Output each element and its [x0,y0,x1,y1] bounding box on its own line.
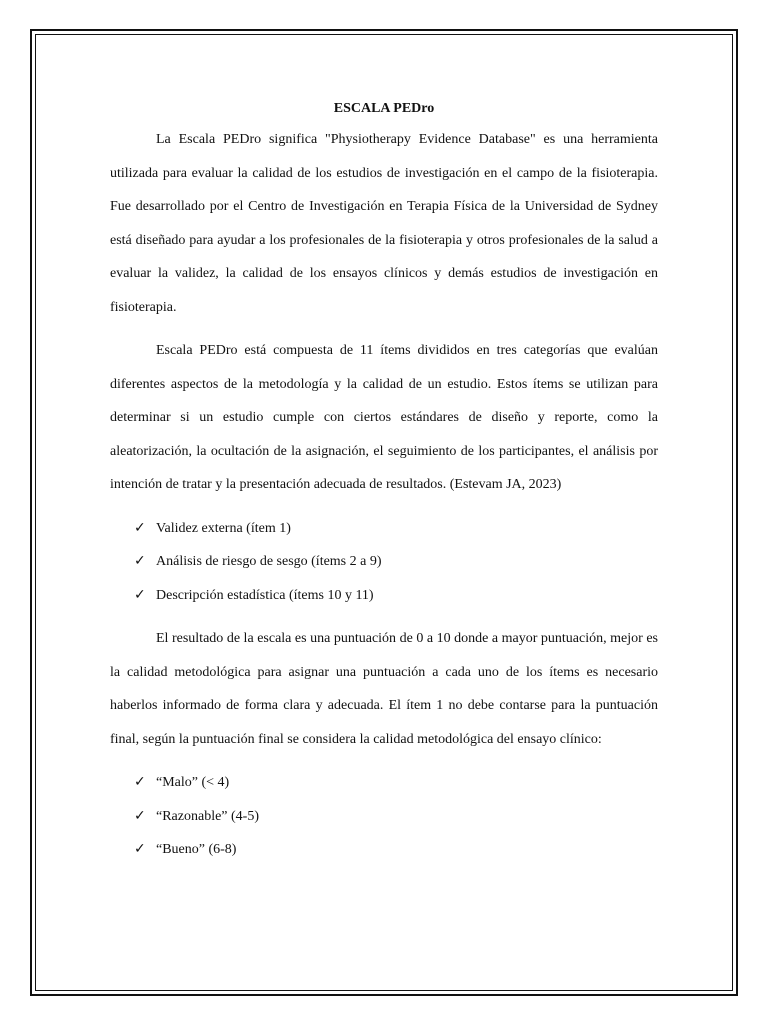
paragraph-composition: Escala PEDro está compuesta de 11 ítems divididos en tres categorías que evalúan diferentes aspectos de la metodología y la calidad de un estudio. Estos ítems se utilizan para determinar si un estudio cumple con ciertos estándares de diseño y reporte, como la aleatorización, la ocultación de la asignación, el seguimiento de los participantes, el análisis por intención de tratar y la presentación adecuada de resultados. (Estevam JA, 2023) [110,343,658,492]
categories-list [110,512,658,613]
list-item-text: “Malo” (< 4) [156,775,230,790]
checkmark-icon: ✓ [134,586,146,603]
list-item [110,833,658,867]
ratings-list [110,766,658,867]
list-item-text: “Razonable” (4-5) [156,808,259,824]
list-item-text: Validez externa (ítem 1) [156,520,291,536]
list-item-text: “Bueno” (6-8) [156,842,237,857]
list-item-text: Análisis de riesgo de sesgo (ítems 2 a 9) [156,554,382,569]
checkmark-icon: ✓ [134,774,146,790]
checkmark-icon: ✓ [134,519,146,536]
list-item-text: Descripción estadística (ítems 10 y 11) [156,587,374,603]
paragraph-intro: La Escala PEDro significa "Physiotherapy Evidence Database" es una herramienta utilizada para evaluar la calidad de los estudios de investigación en el campo de la fisioterapia. Fue desarrollado por el Centro de Investigación en Terapia Física de la Universidad de Sydney está diseñado para ayudar a los profesionales de la fisioterapia y otros profesionales de la salud a evaluar la validez, la calidad de los ensayos clínicos y demás estudios de investigación en fisioterapia. [110,132,658,315]
paragraph-scoring: El resultado de la escala es una puntuación de 0 a 10 donde a mayor puntuación, mejor es la calidad metodológica para asignar una puntuación a cada uno de los ítems es necesario haberlos informado de forma clara y adecuada. El ítem 1 no debe contarse para la puntuación final, según la puntuación final se considera la calidad metodológica del ensayo clínico: [110,631,658,747]
checkmark-icon: ✓ [134,553,146,569]
checkmark-icon: ✓ [134,807,146,824]
document-body [110,95,658,877]
list-item [110,766,658,800]
list-item [110,579,658,613]
list-item [110,545,658,579]
list-item [110,512,658,546]
list-item [110,800,658,834]
checkmark-icon: ✓ [134,841,146,857]
document-title: ESCALA PEDro [333,101,435,116]
